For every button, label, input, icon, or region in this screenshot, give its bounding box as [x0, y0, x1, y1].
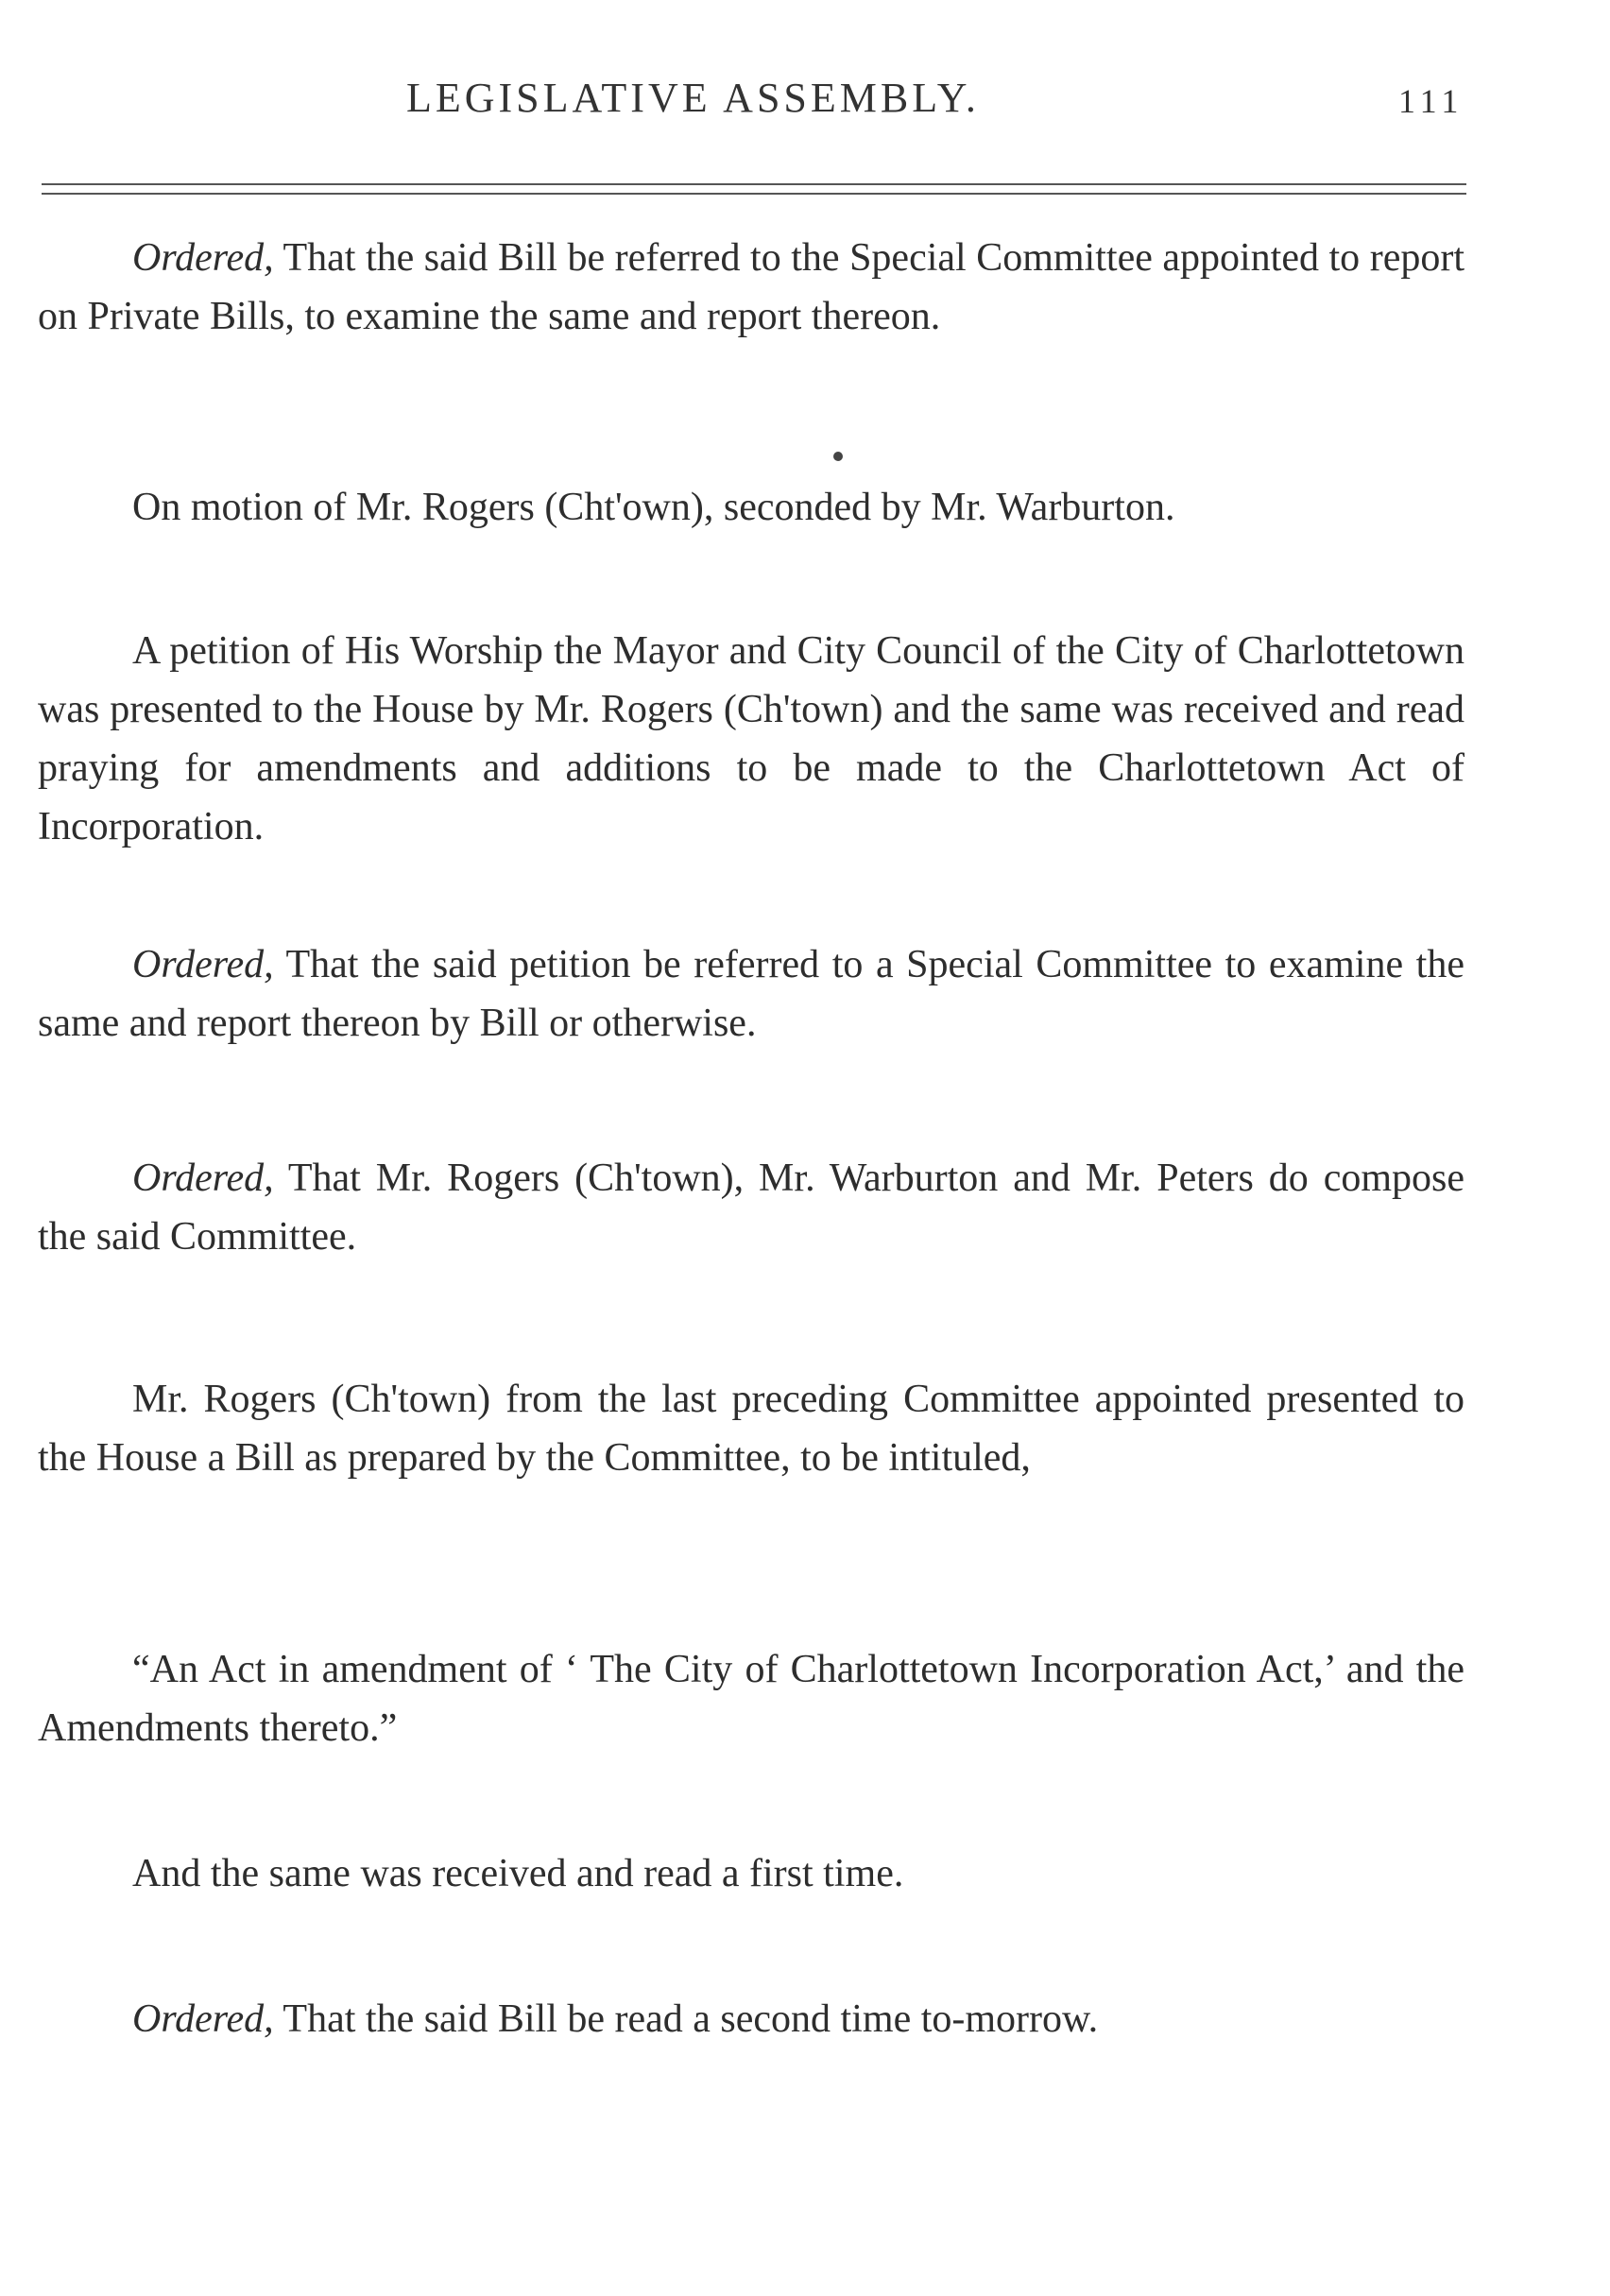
paragraph-text: And the same was received and read a first time.	[132, 1852, 904, 1895]
paragraph-text: That the said Bill be referred to the Special Committee appointed to report on Private Bills, to examine the same and report thereon.	[38, 236, 1464, 338]
print-speck	[833, 452, 843, 461]
ordered-lead: Ordered,	[132, 1157, 274, 1200]
paragraph-text: That the said Bill be read a second time to-morrow.	[273, 1997, 1099, 2041]
ordered-lead: Ordered,	[132, 943, 274, 986]
paragraph-bill-presented	[38, 1370, 1464, 1487]
paragraph-ordered-petition	[38, 935, 1464, 1053]
page-number: 111	[1398, 82, 1464, 120]
paragraph-text: “An Act in amendment of ‘ The City of Charlottetown Incorporation Act,’ and the Amendments thereto.”	[38, 1648, 1464, 1750]
paragraph-text: On motion of Mr. Rogers (Cht'own), seconded by Mr. Warburton.	[132, 486, 1175, 529]
paragraph-motion	[38, 478, 1464, 537]
running-head	[0, 74, 1610, 130]
paragraph-ordered-referral	[38, 229, 1464, 346]
ordered-lead: Ordered,	[132, 1997, 274, 2041]
paragraph-text: A petition of His Worship the Mayor and City Council of the City of Charlottetown was presented to the House by Mr. Rogers (Ch'town) and the same was received and read praying for amendments and additions to be made to the Charlottetown Act of Incorporation.	[38, 629, 1464, 848]
paragraph-ordered-committee	[38, 1149, 1464, 1266]
paragraph-act-title	[38, 1640, 1464, 1757]
ordered-lead: Ordered,	[132, 236, 274, 280]
page-title: LEGISLATIVE ASSEMBLY.	[406, 75, 980, 121]
paragraph-petition	[38, 622, 1464, 856]
header-rule-lower	[42, 193, 1466, 195]
paragraph-second-reading	[38, 1990, 1464, 2048]
paragraph-text: Mr. Rogers (Ch'town) from the last preceding Committee appointed presented to the House a Bill as prepared by the Committee, to be intituled,	[38, 1378, 1464, 1480]
header-rule-upper	[42, 183, 1466, 185]
paragraph-text: That Mr. Rogers (Ch'town), Mr. Warburton and Mr. Peters do compose the said Committee.	[38, 1157, 1464, 1259]
paragraph-first-reading	[38, 1844, 1464, 1903]
paragraph-text: That the said petition be referred to a Special Committee to examine the same and report thereon by Bill or otherwise.	[38, 943, 1464, 1045]
